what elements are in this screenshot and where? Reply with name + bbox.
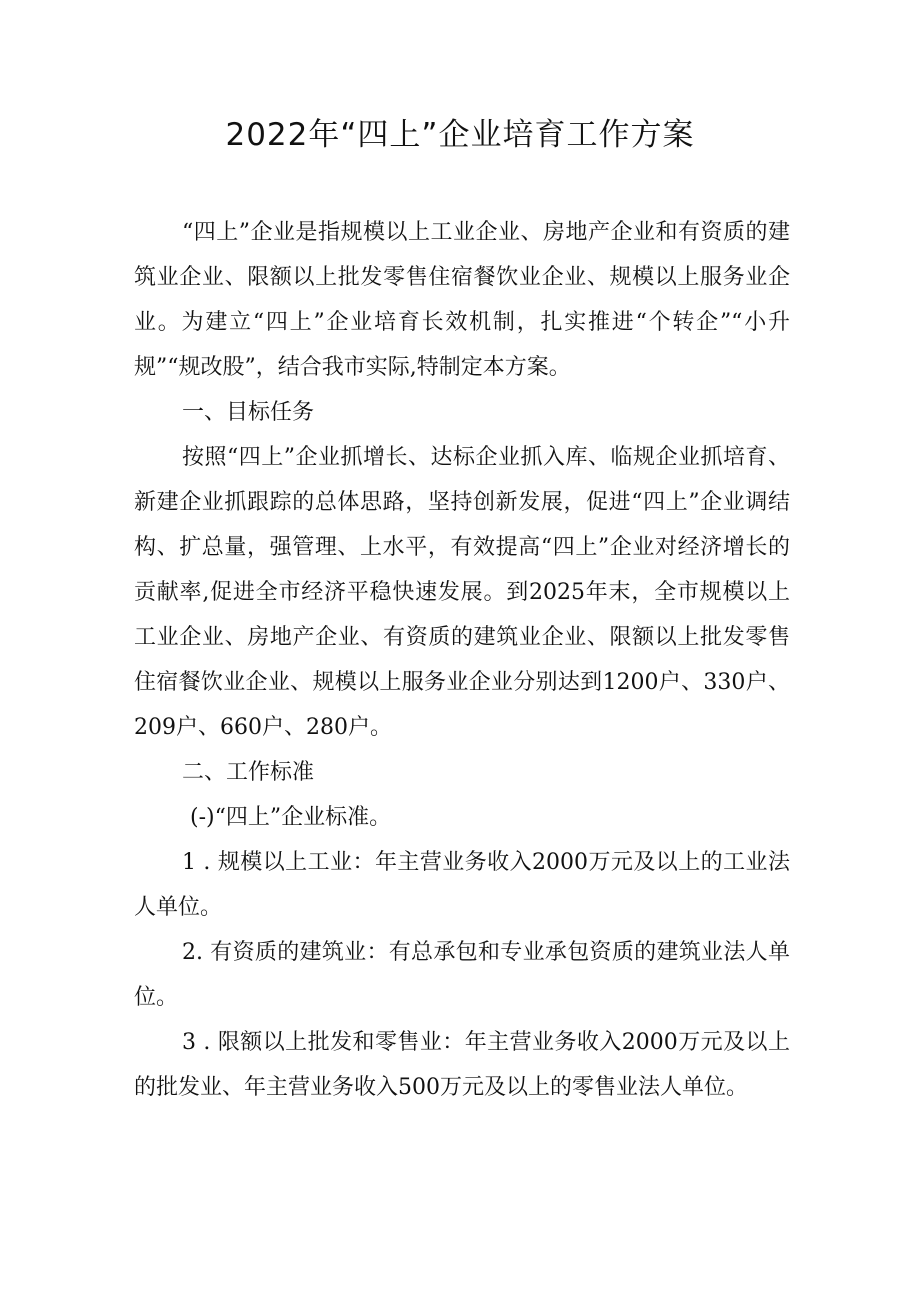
goals-paragraph: 按照“四上”企业抓增长、达标企业抓入库、临规企业抓培育、新建企业抓跟踪的总体思路，坚持创新发展，促进“四上”企业调结构、扩总量，强管理、上水平，有效提高“四上”企业对经济增长的贡献率,促进全市经济平稳快速发展。到2025年末，全市规模以上工业企业、房地产企业、有资质的建筑业企业、限额以上批发零售住宿餐饮业企业、规模以上服务业企业分别达到1200户、330户、209户、660户、280户。 — [134, 445, 790, 740]
intro-paragraph: “四上”企业是指规模以上工业企业、房地产企业和有资质的建筑业企业、限额以上批发零售住宿餐饮业企业、规模以上服务业企业。为建立“四上”企业培育长效机制，扎实推进“个转企”“小升规”“规改股”，结合我市实际,特制定本方案。 — [134, 220, 790, 380]
standard-item-wholesale-retail: 3 . 限额以上批发和零售业：年主营业务收入2000万元及以上的批发业、年主营业务收入500万元及以上的零售业法人单位。 — [134, 1030, 790, 1100]
document-title: 2022年“四上”企业培育工作方案 — [225, 117, 695, 153]
subsection-heading-standards: (-)“四上”企业标准。 — [190, 805, 392, 830]
section-heading-goals: 一、目标任务 — [182, 400, 315, 425]
standard-item-industry: 1 . 规模以上工业：年主营业务收入2000万元及以上的工业法人单位。 — [134, 850, 790, 920]
section-heading-standards: 二、工作标准 — [182, 760, 315, 785]
standard-item-construction: 2. 有资质的建筑业：有总承包和专业承包资质的建筑业法人单位。 — [134, 940, 790, 1010]
document-body — [134, 210, 790, 1110]
